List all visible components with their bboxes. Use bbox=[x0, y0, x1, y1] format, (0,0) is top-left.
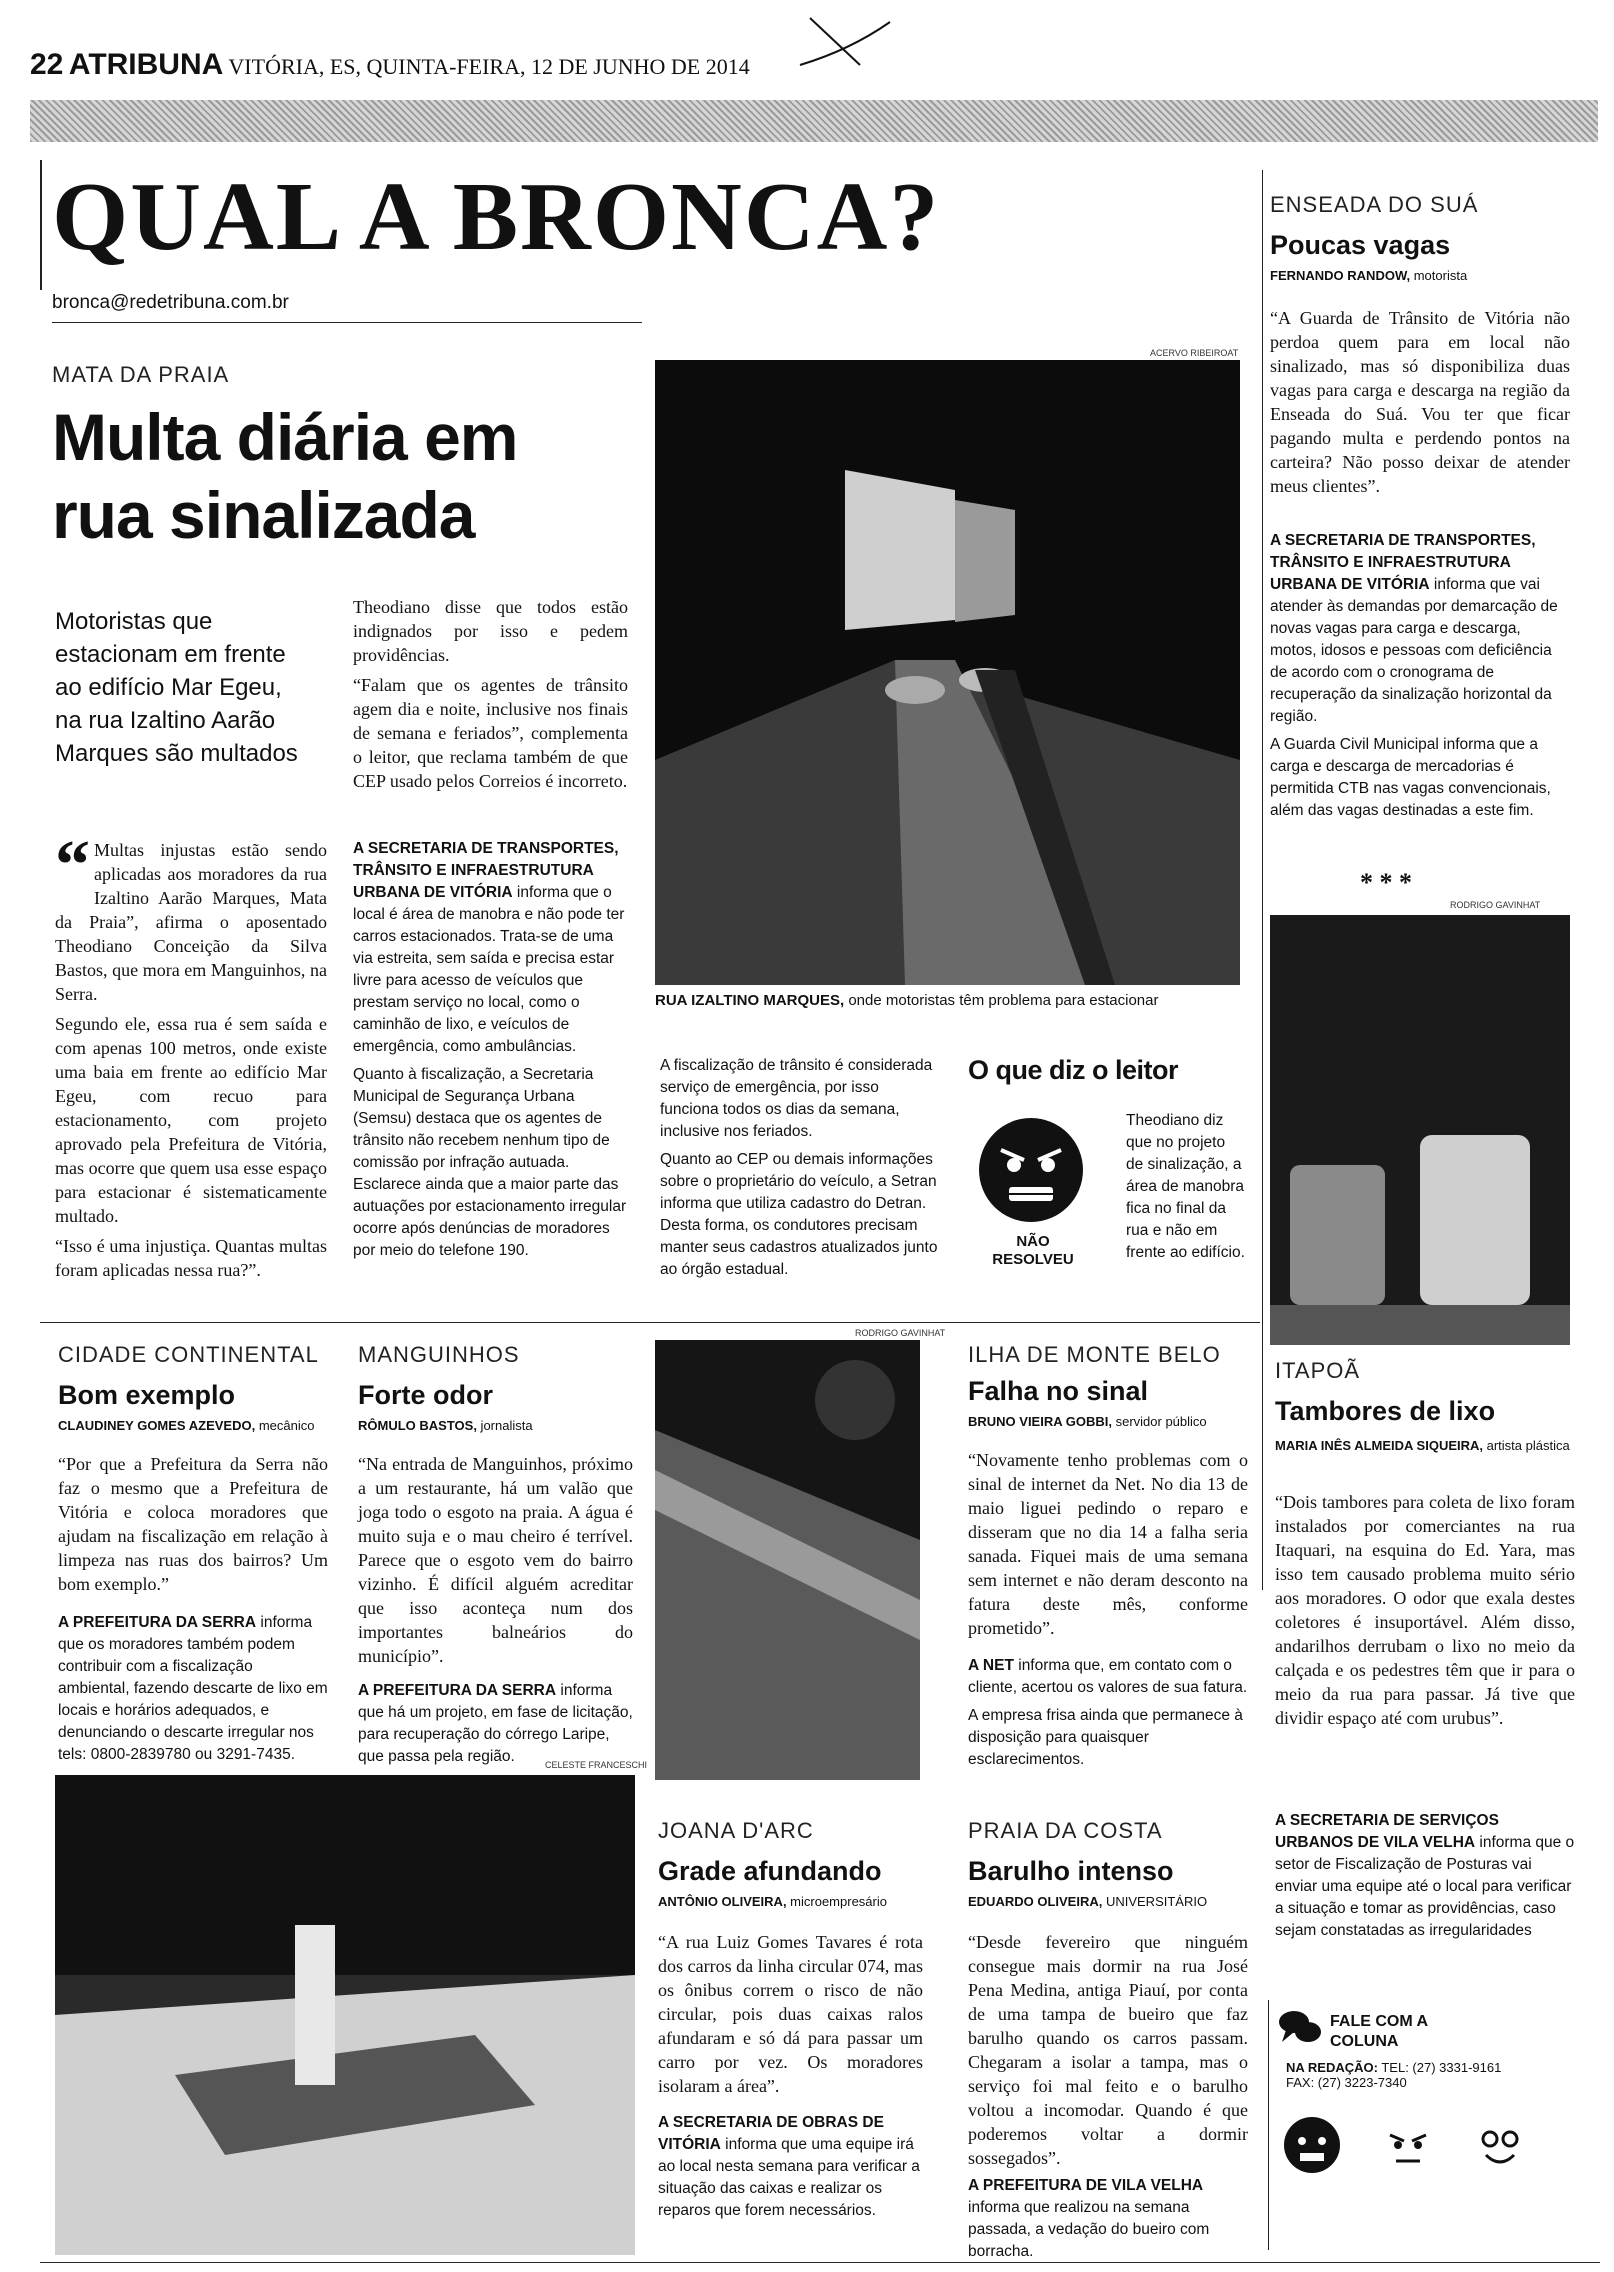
sunken-grate-photo bbox=[55, 1775, 635, 2255]
main-section: MATA DA PRAIA bbox=[52, 362, 230, 387]
itapoa-byline-name: MARIA INÊS ALMEIDA SIQUEIRA, bbox=[1275, 1438, 1484, 1453]
praia-response bbox=[968, 2175, 1248, 2263]
enseada-byline-role: motorista bbox=[1410, 268, 1468, 283]
enseada-photo-credit: RODRIGO GAVINHAT bbox=[1450, 900, 1541, 910]
joana-headline: Grade afundando bbox=[658, 1856, 882, 1886]
enseada-body: “A Guarda de Trânsito de Vitória não perdoa quem para em local não sinalizado, mas só disponibiliza duas vagas para carga e descarga na região da Enseada do Suá. Vou ter que ficar pagando multa e perdendo pontos na carteira? Não posso deixar de atender meus clientes”. bbox=[1270, 308, 1570, 496]
ilha-resp-text: informa que, em contato com o cliente, acertou os valores de sua fatura. bbox=[968, 1657, 1248, 1696]
enseada-response bbox=[1270, 530, 1570, 828]
manguinhos-photo-credit: RODRIGO GAVINHAT bbox=[855, 1328, 946, 1338]
itapoa-response bbox=[1275, 1810, 1575, 1942]
contact-lines bbox=[1286, 2060, 1501, 2090]
enseada-byline bbox=[1270, 268, 1467, 283]
joana-photo-credit: CELESTE FRANCESCHI bbox=[545, 1760, 648, 1770]
enseada-byline-name: FERNANDO RANDOW, bbox=[1270, 268, 1411, 283]
itapoa-photo bbox=[1270, 915, 1570, 1345]
contact-title: FALE COM A COLUNA bbox=[1330, 2013, 1428, 2050]
praia-resp-lead: A PREFEITURA DE VILA VELHA bbox=[968, 2177, 1204, 2194]
cidade-byline-role: mecânico bbox=[255, 1418, 315, 1433]
main-resp-text: informa que o local é área de manobra e não pode ter carros estacionados. Trata-se de uma via estreita, sem saída e precisa estar livre para acesso de veículos que prestam serviço no local, como o caminhão de lixo, e veículos de emergência, como ambulâncias. bbox=[353, 884, 625, 1055]
joana-response bbox=[658, 2112, 923, 2222]
enseada-resp-text2: A Guarda Civil Municipal informa que a carga e descarga de mercadorias é permitida CTB nas vagas convencionais, além das vagas destinadas a este fim. bbox=[1270, 736, 1551, 819]
enseada-headline: Poucas vagas bbox=[1270, 230, 1451, 260]
joana-byline bbox=[658, 1894, 887, 1909]
itapoa-byline-role: artista plástica bbox=[1483, 1438, 1570, 1453]
angry-face-small-icon bbox=[1282, 2115, 1342, 2175]
praia-byline-role: UNIVERSITÁRIO bbox=[1102, 1894, 1208, 1909]
ilha-body: “Novamente tenho problemas com o sinal de internet da Net. No dia 13 de maio liguei pedindo o reparo e disseram que no dia 14 a falha seria sanada. Fiquei mais de uma semana sem internet e não deram desconto na fatura deste mês, conforme prometido”. bbox=[968, 1450, 1248, 1638]
cidade-resp-text: informa que os moradores também podem contribuir com a fiscalização ambiental, fazendo descarte de lixo em locais e horários adequados, e denunciando o descarte irregular nos tels: 0800-2839780 ou 3291-7435. bbox=[58, 1614, 328, 1763]
joana-section: JOANA D'ARC bbox=[658, 1818, 814, 1843]
itapoa-resp-text: informa que o setor de Fiscalização de Posturas vai enviar uma equipe até o local para verificar a situação e tomar as providências, caso sejam constatadas as irregularidades bbox=[1275, 1834, 1575, 1939]
main-col2-p2: “Falam que os agentes de trânsito agem dia e noite, inclusive nos finais de semana e feriados”, complementa o leitor, que reclama também de que CEP usado pelos Correios é incorreto. bbox=[353, 675, 628, 791]
main-col1-p2: Segundo ele, essa rua é sem saída e com apenas 100 metros, onde existe uma baia em frente ao edifício Mar Egeu, com recuo para estacionamento, com projeto aprovado pela Prefeitura de Vitória, mas ocorre que quem usa esse espaço para estacionar é sistematicamente multado. bbox=[55, 1014, 327, 1226]
contact-fax: FAX: (27) 3223-7340 bbox=[1286, 2075, 1407, 2090]
enseada-resp-text: informa que vai atender às demandas por demarcação de novas vagas para carga e descarga, motos, idosos e pessoas com deficiência de acordo com o cronograma de recuperação da sinalização horizontal da região. bbox=[1270, 576, 1558, 725]
itapoa-headline: Tambores de lixo bbox=[1275, 1396, 1496, 1426]
cidade-resp-lead: A PREFEITURA DA SERRA bbox=[58, 1614, 257, 1631]
ilha-byline bbox=[968, 1414, 1207, 1429]
main-col1-p1: Multas injustas estão sendo aplicadas aos moradores da rua Izaltino Aarão Marques, Mata da Praia”, afirma o aposentado Theodiano Conceição da Silva Bastos, que mora em Manguinhos, na Serra. bbox=[55, 840, 327, 1004]
joana-byline-role: microempresário bbox=[786, 1894, 887, 1909]
manguinhos-body: “Na entrada de Manguinhos, próximo a um restaurante, há um valão que joga todo o esgoto na praia. A água é muito suja e o mau cheiro é terrível. Parece que o esgoto vem do bairro vizinho. É difícil alguém acreditar que isso aconteça num dos importantes balneários do município”. bbox=[358, 1454, 633, 1666]
main-photo-credit: ACERVO RIBEIROAT bbox=[1150, 348, 1239, 358]
page-header bbox=[30, 48, 750, 82]
neutral-face-icon bbox=[1378, 2115, 1438, 2175]
enseada-resp-lead: A SECRETARIA DE TRANSPORTES, TRÂNSITO E INFRAESTRUTURA URBANA DE VITÓRIA bbox=[1270, 532, 1536, 593]
vegetation-photo bbox=[655, 1340, 920, 1780]
handwritten-mark-icon bbox=[790, 10, 900, 80]
main-col1-p3: “Isso é uma injustiça. Quantas multas foram aplicadas nessa rua?”. bbox=[55, 1236, 327, 1280]
ilha-resp-lead: A NET bbox=[968, 1657, 1014, 1674]
ilha-section: ILHA DE MONTE BELO bbox=[968, 1342, 1221, 1367]
praia-section: PRAIA DA COSTA bbox=[968, 1818, 1163, 1843]
ilha-byline-name: BRUNO VIEIRA GOBBI, bbox=[968, 1414, 1112, 1429]
joana-resp-lead: A SECRETARIA DE OBRAS DE VITÓRIA bbox=[658, 2114, 884, 2153]
itapoa-section: ITAPOÃ bbox=[1275, 1358, 1361, 1383]
contact-label: NA REDAÇÃO: bbox=[1286, 2060, 1378, 2075]
reader-box-title: O que diz o leitor bbox=[968, 1055, 1179, 1085]
joana-photo bbox=[55, 1775, 635, 2255]
manguinhos-response bbox=[358, 1680, 633, 1768]
trash-barrels-photo bbox=[1270, 915, 1570, 1345]
main-photo bbox=[655, 360, 1240, 985]
cidade-byline bbox=[58, 1418, 314, 1433]
ilha-response bbox=[968, 1655, 1248, 1777]
praia-byline-name: EDUARDO OLIVEIRA, bbox=[968, 1894, 1103, 1909]
praia-headline: Barulho intenso bbox=[968, 1856, 1174, 1886]
speech-bubbles-icon bbox=[1278, 2008, 1322, 2048]
praia-byline bbox=[968, 1894, 1207, 1909]
itapoa-byline bbox=[1275, 1438, 1575, 1453]
manguinhos-headline: Forte odor bbox=[358, 1380, 493, 1410]
praia-body: “Desde fevereiro que ninguém consegue mais dormir na rua José Pena Medina, antiga Piauí, por conta de uma tampa de bueiro que faz barulho quando os carros passam. Chegaram a isolar a tampa, mas o serviço foi mal feito e o barulho voltou a incomodar. Quando é que poderemos voltar a dormir sossegados”. bbox=[968, 1932, 1248, 2168]
itapoa-body: “Dois tambores para coleta de lixo foram instalados por comerciantes na rua Itaquari, na esquina do Ed. Yara, mas isso tem causado problema muito sério aos moradores. O odor que exala destes coletores é insuportável. Além disso, andarilhos derrubam o lixo no meio da calçada e os pedestres têm que ir para o meio da rua para passar. Já tive que dividir espaço até com urubus”. bbox=[1275, 1492, 1575, 1728]
ilha-byline-role: servidor público bbox=[1111, 1414, 1207, 1429]
manguinhos-photo bbox=[655, 1340, 920, 1780]
ilha-resp-text2: A empresa frisa ainda que permanece à disposição para quaisquer esclarecimentos. bbox=[968, 1707, 1243, 1768]
paper-name: ATRIBUNA bbox=[68, 48, 224, 81]
manguinhos-resp-lead: A PREFEITURA DA SERRA bbox=[358, 1682, 557, 1699]
stars-divider: * * * bbox=[1360, 868, 1412, 897]
itapoa-resp-lead: A SECRETARIA DE SERVIÇOS URBANOS DE VILA VELHA bbox=[1275, 1812, 1499, 1851]
angry-face-icon bbox=[976, 1115, 1086, 1225]
main-col3-p1: A fiscalização de trânsito é considerada serviço de emergência, por isso funciona todos os dias da semana, inclusive nos feriados. bbox=[660, 1057, 933, 1140]
joana-byline-name: ANTÔNIO OLIVEIRA, bbox=[658, 1894, 787, 1909]
happy-face-icon bbox=[1470, 2115, 1530, 2175]
cidade-response bbox=[58, 1612, 328, 1766]
column-title: QUAL A BRONCA? bbox=[52, 163, 941, 271]
manguinhos-section: MANGUINHOS bbox=[358, 1342, 520, 1367]
caption-text: onde motoristas têm problema para estacionar bbox=[844, 992, 1159, 1009]
manguinhos-byline-role: jornalista bbox=[476, 1418, 533, 1433]
main-dek: Motoristas que estacionam em frente ao edifício Mar Egeu, na rua Izaltino Aarão Marques são multados bbox=[55, 608, 298, 767]
main-photo-caption bbox=[655, 992, 1255, 1009]
main-col1: “ Multas injustas estão sendo aplicadas aos moradores da rua Izaltino Aarão Marques, Mata da Praia”, afirma o aposentado Theodiano Conceição da Silva Bastos, que mora em Manguinhos, na Serra. Segundo ele, essa rua é sem saída e com apenas 100 metros, onde existe uma baia em frente ao edifício Mar Egeu, com recuo para estacionamento, com projeto aprovado pela Prefeitura de Vitória, mas ocorre que quem usa esse espaço para estacionar é sistematicamente multado. “Isso é uma injustiça. Quantas multas foram aplicadas nessa rua?”. bbox=[55, 827, 327, 1280]
cidade-headline: Bom exemplo bbox=[58, 1380, 236, 1410]
cidade-byline-name: CLAUDINEY GOMES AZEVEDO, bbox=[58, 1418, 256, 1433]
main-col2-p1: Theodiano disse que todos estão indignados por isso e pedem providências. bbox=[353, 597, 628, 665]
main-col3 bbox=[660, 1055, 940, 1287]
reader-box bbox=[968, 1055, 1243, 1285]
joana-body: “A rua Luiz Gomes Tavares é rota dos carros da linha circular 074, mas os ônibus correm o risco de não circular, pois duas caixas ralos afundaram e só dá para passar um carro por vez. Os moradores isolaram a área”. bbox=[658, 1932, 923, 2096]
main-headline: Multa diária em rua sinalizada bbox=[52, 400, 518, 552]
main-col2 bbox=[353, 595, 628, 799]
dateline: VITÓRIA, ES, QUINTA-FEIRA, 12 DE JUNHO DE 2014 bbox=[228, 54, 750, 79]
page-number: 22 bbox=[30, 48, 64, 81]
reader-text: Theodiano diz que no projeto de sinalização, a área de manobra fica no final da rua e não em frente ao edifício. bbox=[1126, 1112, 1245, 1261]
main-resp-text2: Quanto à fiscalização, a Secretaria Municipal de Segurança Urbana (Semsu) destaca que os agentes de trânsito não recebem nenhum tipo de comissão por infração autuada. Esclarece ainda que a maior parte das autuações por estacionamento irregular ocorre após denúncias de moradores por meio do telefone 190. bbox=[353, 1066, 627, 1259]
reader-verdict: NÃO RESOLVEU bbox=[992, 1233, 1074, 1268]
ilha-headline: Falha no sinal bbox=[968, 1376, 1149, 1406]
manguinhos-resp-text: informa que há um projeto, em fase de licitação, para recuperação do córrego Laripe, que passa pela região. bbox=[358, 1682, 633, 1765]
cidade-section: CIDADE CONTINENTAL bbox=[58, 1342, 319, 1367]
main-col3-p2: Quanto ao CEP ou demais informações sobre o proprietário do veículo, a Setran informa que utiliza cadastro do Detran. Desta forma, os condutores precisam manter seus cadastros atualizados junto ao órgão estadual. bbox=[660, 1151, 938, 1278]
header-band bbox=[30, 100, 1598, 142]
contact-tel: TEL: (27) 3331-9161 bbox=[1381, 2060, 1502, 2075]
main-resp-lead: A SECRETARIA DE TRANSPORTES, TRÂNSITO E INFRAESTRUTURA URBANA DE VITÓRIA bbox=[353, 840, 619, 901]
main-col2-response bbox=[353, 838, 628, 1268]
praia-resp-text: informa que realizou na semana passada, a vedação do bueiro com borracha. bbox=[968, 2199, 1210, 2260]
street-night-photo bbox=[655, 360, 1240, 985]
column-email[interactable]: bronca@redetribuna.com.br bbox=[52, 292, 289, 313]
caption-lead: RUA IZALTINO MARQUES, bbox=[655, 992, 845, 1009]
cidade-body: “Por que a Prefeitura da Serra não faz o mesmo que a Prefeitura de Vitória e coloca moradores que ajudam na fiscalização em relação à limpeza nas ruas dos bairros? Um bom exemplo.” bbox=[58, 1454, 328, 1594]
manguinhos-byline-name: RÔMULO BASTOS, bbox=[358, 1418, 477, 1433]
manguinhos-byline bbox=[358, 1418, 533, 1433]
joana-resp-text: informa que uma equipe irá ao local nesta semana para verificar a situação das caixas e realizar os reparos que forem necessários. bbox=[658, 2136, 920, 2219]
enseada-section: ENSEADA DO SUÁ bbox=[1270, 192, 1479, 217]
